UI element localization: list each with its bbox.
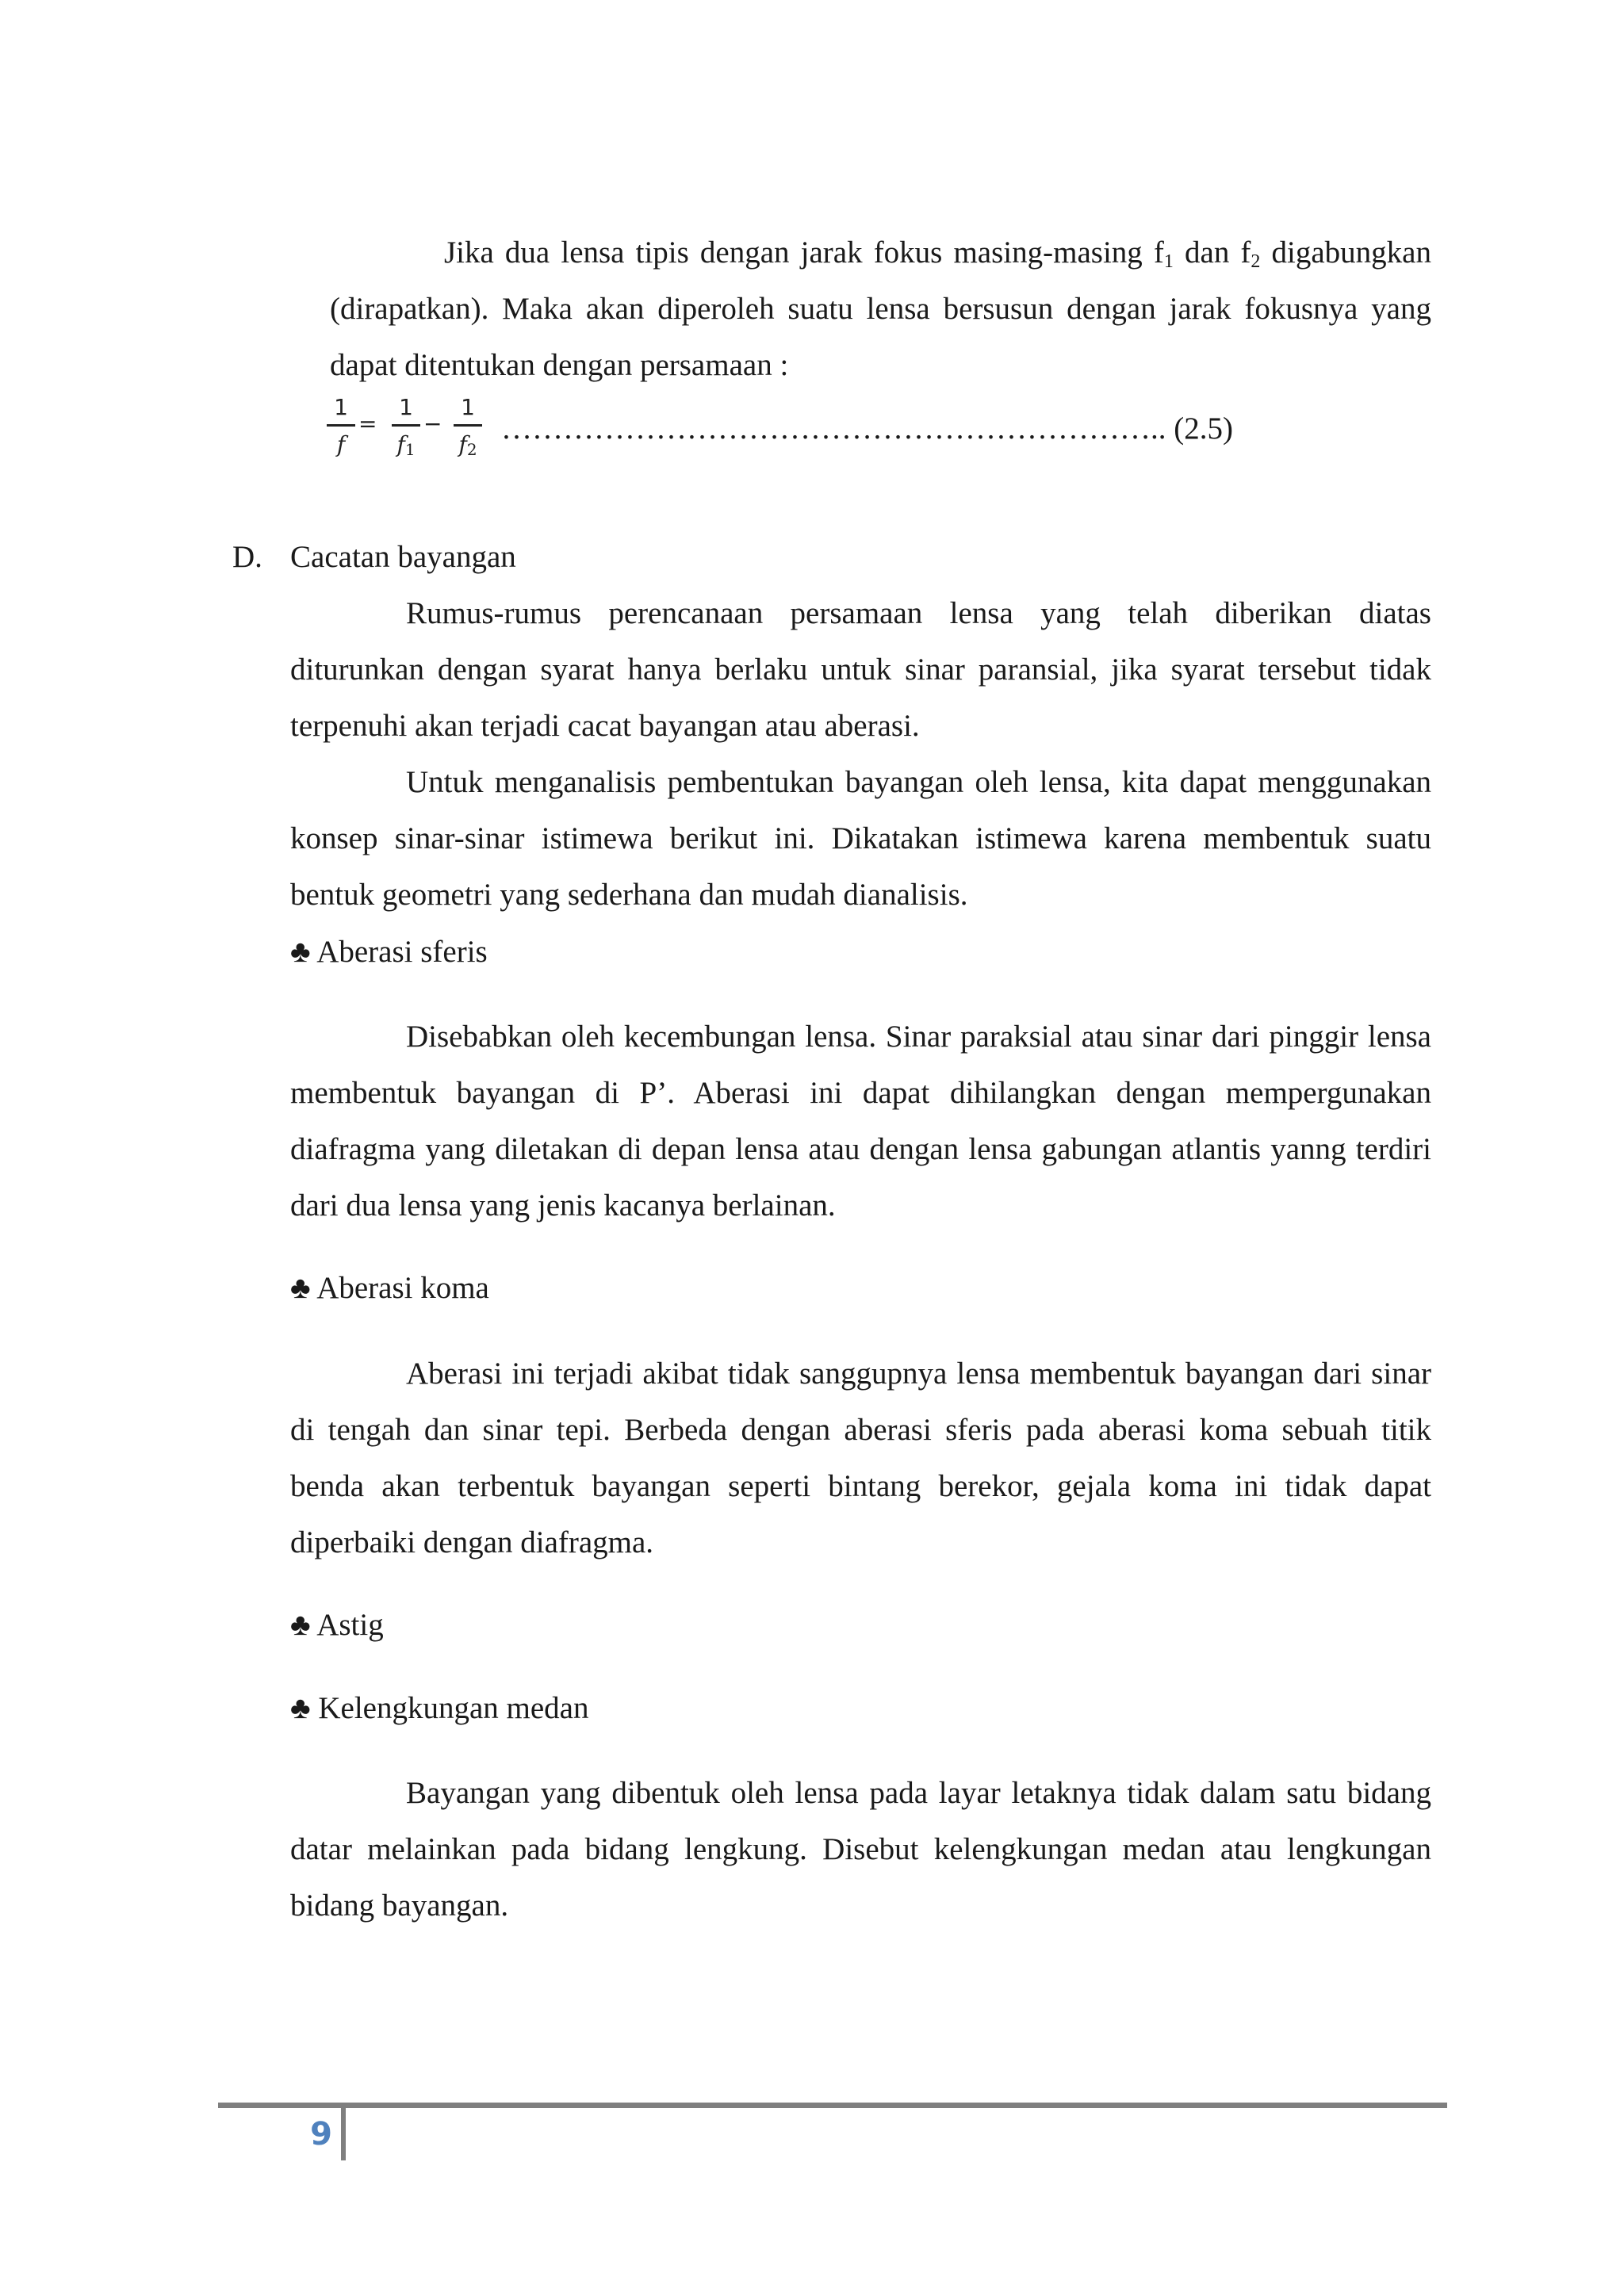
equation-number: ……………………………………………………….. (2.5)	[501, 411, 1233, 446]
section-paragraph-1: Rumus-rumus perencanaan persamaan lensa yang telah diberikan diatas diturunkan dengan syarat hanya berlaku untuk sinar paransial, jika syarat tersebut tidak terpenuhi akan terjadi cacat bayangan atau aberasi.	[290, 596, 1431, 743]
heading-astig: ♣ Astig	[290, 1608, 384, 1642]
paragraph-aberasi-koma: Aberasi ini terjadi akibat tidak sanggupnya lensa membentuk bayangan dari sinar di tengah dan sinar tepi. Berbeda dengan aberasi sferis pada aberasi koma sebuah titik benda akan terbentuk bayangan seperti bintang berekor, gejala koma ini tidak dapat diperbaiki dengan diafragma.	[290, 1357, 1431, 1559]
heading-aberasi-koma: ♣ Aberasi koma	[290, 1271, 489, 1305]
section-title: Cacatan bayangan	[290, 540, 516, 574]
paragraph-aberasi-sferis: Disebabkan oleh kecembungan lensa. Sinar paraksial atau sinar dari pinggir lensa membentuk bayangan di P’. Aberasi ini dapat dihilangkan dengan mempergunakan diafragma yang diletakan di depan lensa atau dengan lensa gabungan atlantis yanng terdiri dari dua lensa yang jenis kacanya berlainan.	[290, 1020, 1431, 1223]
section-paragraph-2: Untuk menganalisis pembentukan bayangan oleh lensa, kita dapat menggunakan konsep sinar-sinar istimewa berikut ini. Dikatakan istimewa karena membentuk suatu bentuk geometri yang sederhana dan mudah dianalisis.	[290, 765, 1431, 912]
minus-sign: −	[423, 411, 442, 437]
fraction-1-over-f2: 1 $f_2$	[452, 393, 484, 461]
fraction-1-over-f1: 1 $f_1$	[390, 393, 422, 461]
intro-text-a: Jika dua lensa tipis dengan jarak fokus masing-masing f	[444, 235, 1164, 270]
subscript-2: 2	[1251, 251, 1261, 272]
intro-text-b: dan f	[1173, 235, 1251, 270]
intro-paragraph	[330, 224, 1431, 393]
section-marker: D.	[232, 540, 262, 574]
heading-aberasi-sferis: ♣ Aberasi sferis	[290, 935, 488, 969]
footer-rule	[218, 2103, 1447, 2108]
page-number-divider	[341, 2108, 346, 2160]
lens-equation	[325, 393, 1356, 473]
heading-kelengkungan-medan: ♣ Kelengkungan medan	[290, 1691, 589, 1725]
page-number: 9	[310, 2116, 332, 2152]
intro-text-c: digabungkan (dirapatkan). Maka akan diperoleh suatu lensa bersusun dengan jarak fokusnya yang dapat ditentukan dengan persamaan :	[330, 235, 1431, 382]
paragraph-kelengkungan-medan: Bayangan yang dibentuk oleh lensa pada layar letaknya tidak dalam satu bidang datar melainkan pada bidang lengkung. Disebut kelengkungan medan atau lengkungan bidang bayangan.	[290, 1776, 1431, 1923]
equals-sign: =	[358, 411, 377, 437]
fraction-1-over-f: 1 f	[325, 393, 357, 461]
subscript-1: 1	[1163, 251, 1174, 272]
